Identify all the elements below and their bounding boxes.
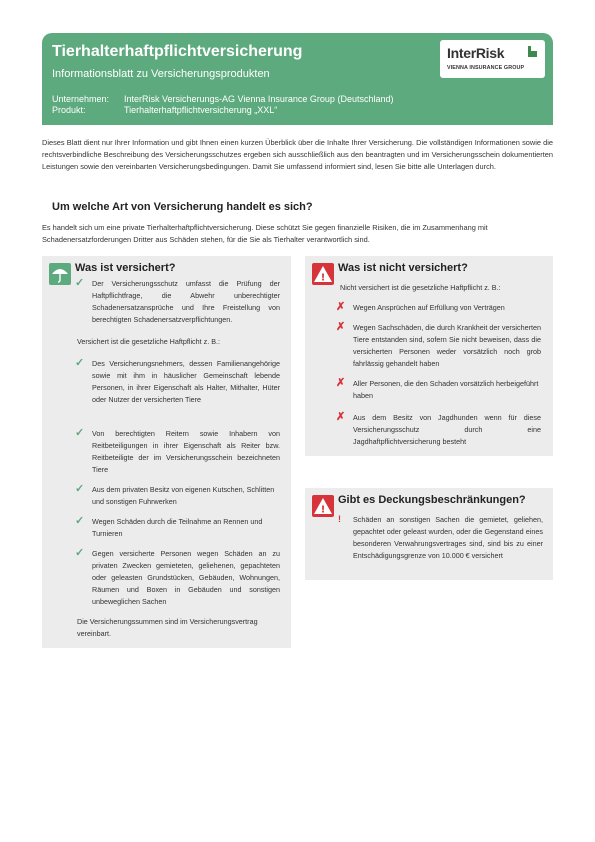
- insured-box: [42, 256, 291, 648]
- section-heading: Um welche Art von Versicherung handelt es sich?: [52, 201, 313, 213]
- list-item-text: Von berechtigten Reitern sowie Inhabern von Reitbeteiligungen in ihrer Eigenschaft als Reiter bzw. Reitbeteiligte der im Versicherungsschein bezeichneten Tiere: [92, 429, 280, 474]
- list-item-text: Wegen Ansprüchen auf Erfüllung von Verträgen: [353, 303, 505, 312]
- cross-icon: ✗: [336, 377, 346, 389]
- product-label: Produkt:: [52, 105, 86, 115]
- warning-icon: [312, 495, 334, 517]
- list-item-text: Gegen versicherte Personen wegen Schäden an zu privaten Zwecken gemieteten, geliehenen, gepachteten oder geleasten Grundstücken, Gebäuden, Wohnungen, Räumen und Boxen in Gebäuden und sonstigen unbeweglichen Sachen: [92, 549, 280, 606]
- not-insured-box: [305, 256, 553, 456]
- svg-text:!: !: [320, 504, 326, 516]
- list-item: [75, 277, 280, 326]
- check-icon: ✓: [75, 515, 85, 527]
- list-item: [75, 547, 280, 608]
- list-item-text: Der Versicherungsschutz umfasst die Prüfung der Haftpflichtfrage, die Abwehr unberechtigter Schadenersatzansprüche und Ihre Freistellung von berechtigten Schadenersatzverpflichtungen.: [92, 279, 280, 324]
- list-item: [336, 411, 541, 448]
- list-item-text: Aus dem privaten Besitz von eigenen Kutschen, Schlitten und sonstigen Fuhrwerken: [92, 485, 275, 506]
- check-icon: ✓: [75, 547, 85, 559]
- exclamation-icon: !: [338, 514, 341, 524]
- list-item: [75, 483, 280, 508]
- svg-text:!: !: [320, 272, 326, 284]
- logo-group: VIENNA INSURANCE GROUP: [447, 65, 525, 71]
- check-icon: ✓: [75, 357, 85, 369]
- list-item-text: Aller Personen, die den Schaden vorsätzlich herbeigeführt haben: [353, 379, 539, 400]
- restrictions-box: [305, 488, 553, 580]
- insured-footer: Die Versicherungssummen sind im Versicherungsvertrag vereinbart.: [77, 617, 258, 638]
- restrictions-title: Gibt es Deckungsbeschränkungen?: [338, 494, 526, 506]
- check-icon: ✓: [75, 277, 85, 289]
- cross-icon: ✗: [336, 411, 346, 423]
- list-item: [75, 427, 280, 476]
- product-value: Tierhalterhaftpflichtversicherung „XXL“: [124, 105, 278, 115]
- not-insured-subheading: Nicht versichert ist die gesetzliche Haftpflicht z. B.:: [340, 283, 501, 292]
- header-banner: [42, 33, 553, 125]
- list-item: [75, 515, 280, 540]
- check-icon: ✓: [75, 483, 85, 495]
- logo-brand: InterRisk: [447, 45, 505, 61]
- list-item-text: Des Versicherungsnehmers, dessen Familienangehörige sowie mit ihm in häuslicher Gemeinschaft lebende Personen, in ihrer Eigenschaft als Halter, Mithalter, Hüter oder Nutzer der versicherten Tiere: [92, 359, 280, 404]
- list-item: [336, 301, 541, 314]
- cross-icon: ✗: [336, 301, 346, 313]
- interrisk-logo: [440, 40, 545, 78]
- header-meta: [52, 94, 393, 116]
- list-item-text: Wegen Sachschäden, die durch Krankheit der versicherten Tiere entstanden sind, sofern Sie nicht beweisen, dass die versicherten Personen weder vorsätzlich noch grob fahrlässig gehandelt haben: [353, 323, 541, 368]
- list-item-text: Wegen Schäden durch die Teilnahme an Rennen und Turnieren: [92, 517, 263, 538]
- check-icon: ✓: [75, 427, 85, 439]
- list-item: [336, 321, 541, 370]
- company-label: Unternehmen:: [52, 94, 110, 104]
- list-item-text: Aus dem Besitz von Jagdhunden wenn für diese Versicherungsschutz durch eine Jagdhaftpflichtversicherung besteht: [353, 413, 541, 446]
- insured-title: Was ist versichert?: [75, 262, 176, 274]
- company-value: InterRisk Versicherungs-AG Vienna Insurance Group (Deutschland): [124, 94, 394, 104]
- page-subtitle: Informationsblatt zu Versicherungsprodukten: [52, 68, 270, 80]
- warning-icon: [312, 263, 334, 285]
- list-item: [336, 377, 541, 402]
- section-lead: Es handelt sich um eine private Tierhalterhaftpflichtversicherung. Diese schützt Sie gegen finanzielle Risiken, die im Zusammenhang mit Schadenersatzforderungen Dritter aus Schäden stehen, für die Sie als Tierhalter verantwortlich sind.: [42, 223, 488, 244]
- umbrella-icon: [49, 263, 71, 285]
- list-item: [75, 357, 280, 406]
- logo-mark-icon: [528, 46, 537, 57]
- not-insured-title: Was ist nicht versichert?: [338, 262, 468, 274]
- list-item-text: Schäden an sonstigen Sachen die gemietet, geliehen, gepachtet oder geleast wurden, oder die Gegenstand eines besonderen Verwahrungsvertrages sind, sind bis zu einer Entschädigungsgrenze von 10.000 € versichert: [353, 515, 543, 560]
- cross-icon: ✗: [336, 321, 346, 333]
- list-item: [338, 514, 543, 562]
- intro-paragraph: Dieses Blatt dient nur Ihrer Information und gibt Ihnen einen kurzen Überblick über die Inhalte Ihrer Versicherung. Die vollständigen Informationen sowie die rechtsverbindliche Beschreibung des Versicherungsschutzes ergeben sich ausschließlich aus den beantragten und im Versicherungsschein dokumentierten Leistungen sowie den vereinbarten Versicherungsbedingungen. Damit Sie umfassend informiert sind, lesen Sie bitte alle Unterlagen durch.: [42, 138, 553, 171]
- page-title: Tierhalterhaftpflichtversicherung: [52, 43, 303, 60]
- insured-subheading: Versichert ist die gesetzliche Haftpflicht z. B.:: [77, 337, 221, 346]
